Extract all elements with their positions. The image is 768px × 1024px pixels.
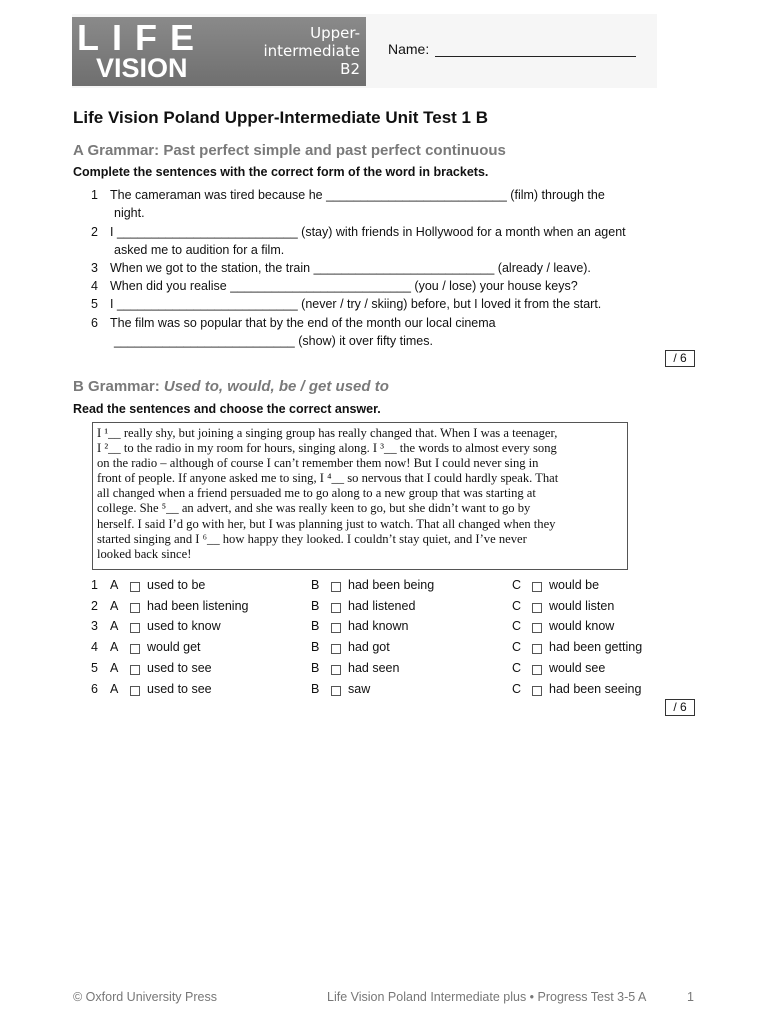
option-text: used to be <box>147 578 206 592</box>
checkbox-icon[interactable] <box>130 623 140 633</box>
checkbox-icon[interactable] <box>130 665 140 675</box>
checkbox-icon[interactable] <box>331 686 341 696</box>
passage-line: on the radio – although of course I can’t remember them now! But I could never sing in <box>97 456 539 471</box>
option-letter: A <box>110 578 119 592</box>
item-text: When did you realise __________________________ (you / lose) your house keys? <box>110 279 578 293</box>
checkbox-icon[interactable] <box>130 686 140 696</box>
level-line-1: Upper-intermediate <box>263 24 360 60</box>
option-letter: C <box>512 599 522 613</box>
passage-line: college. She ⁵__ an advert, and she was really keen to go, but she didn’t want to go by <box>97 501 531 516</box>
list-item <box>91 295 651 313</box>
section-b-score-box: / 6 <box>665 699 695 716</box>
checkbox-icon[interactable] <box>532 623 542 633</box>
passage-line: I ²__ to the radio in my room for hours, singing along. I ³__ the words to almost every song <box>97 441 557 456</box>
item-number: 6 <box>91 316 98 330</box>
passage-line: looked back since! <box>97 546 192 561</box>
option-letter: C <box>512 578 522 592</box>
option-letter: C <box>512 619 522 633</box>
item-text: When we got to the station, the train __________________________ (already / leave). <box>110 261 591 275</box>
option-text: had seen <box>348 661 400 675</box>
checkbox-icon[interactable] <box>532 582 542 592</box>
list-item <box>91 277 651 295</box>
question-row <box>91 640 671 658</box>
checkbox-icon[interactable] <box>532 686 542 696</box>
section-b-title: Used to, would, be / get used to <box>163 378 389 395</box>
level-label <box>220 24 360 78</box>
question-row <box>91 682 671 700</box>
checkbox-icon[interactable] <box>331 623 341 633</box>
section-a-prefix: A Grammar: <box>73 142 160 159</box>
option-letter: C <box>512 640 522 654</box>
option-text: would be <box>549 578 600 592</box>
option-text: used to know <box>147 619 221 633</box>
logo-vision-text: VISION <box>96 53 188 83</box>
section-b-prefix: B Grammar: <box>73 378 160 395</box>
question-number: 3 <box>91 619 98 633</box>
question-row <box>91 578 671 596</box>
option-text: had been getting <box>549 640 643 654</box>
option-text: saw <box>348 682 371 696</box>
question-row <box>91 599 671 617</box>
footer-test-name: Life Vision Poland Intermediate plus • Progress Test 3-5 A <box>327 990 647 1004</box>
list-item <box>91 314 651 350</box>
question-row <box>91 661 671 679</box>
item-number: 1 <box>91 188 98 202</box>
checkbox-icon[interactable] <box>532 644 542 654</box>
section-b-heading <box>73 378 389 395</box>
life-vision-logo <box>72 17 366 86</box>
logo-life-text: LIFE <box>77 17 207 58</box>
passage-line: all changed when a friend persuaded me to go along to a new group that was starting at <box>97 486 536 501</box>
option-text: would know <box>549 619 615 633</box>
level-line-2: B2 <box>340 60 360 78</box>
checkbox-icon[interactable] <box>331 603 341 613</box>
checkbox-icon[interactable] <box>532 603 542 613</box>
option-letter: B <box>311 599 320 613</box>
name-label: Name: <box>388 41 430 57</box>
option-letter: A <box>110 640 119 654</box>
item-text: The film was so popular that by the end of the month our local cinema <box>110 316 496 330</box>
item-number: 2 <box>91 225 98 239</box>
checkbox-icon[interactable] <box>130 603 140 613</box>
option-letter: A <box>110 661 119 675</box>
item-number: 3 <box>91 261 98 275</box>
question-number: 1 <box>91 578 98 592</box>
option-text: had known <box>348 619 409 633</box>
option-text: had been listening <box>147 599 249 613</box>
question-number: 5 <box>91 661 98 675</box>
item-text: The cameraman was tired because he __________________________ (film) through the <box>110 188 605 202</box>
option-text: had listened <box>348 599 416 613</box>
passage-line: herself. I said I’d go with her, but I was planning just to watch. That all changed when they <box>97 516 556 531</box>
page-title: Life Vision Poland Upper-Intermediate Unit Test 1 B <box>73 108 488 127</box>
checkbox-icon[interactable] <box>130 644 140 654</box>
passage-line: started singing and I ⁶__ how happy they looked. I couldn’t stay quiet, and I’ve never <box>97 531 527 546</box>
item-text-continued: asked me to audition for a film. <box>114 243 285 257</box>
passage-line: I ¹__ really shy, but joining a singing group has really changed that. When I was a teenager, <box>97 426 558 440</box>
footer-copyright: © Oxford University Press <box>73 990 217 1004</box>
option-letter: B <box>311 661 320 675</box>
option-text: used to see <box>147 661 212 675</box>
list-item <box>91 259 651 277</box>
section-a-instruction: Complete the sentences with the correct form of the word in brackets. <box>73 165 489 179</box>
checkbox-icon[interactable] <box>331 665 341 675</box>
option-text: would listen <box>549 599 615 613</box>
option-letter: B <box>311 578 320 592</box>
option-letter: C <box>512 682 522 696</box>
option-letter: B <box>311 640 320 654</box>
checkbox-icon[interactable] <box>331 582 341 592</box>
section-a-score-box: / 6 <box>665 350 695 367</box>
checkbox-icon[interactable] <box>130 582 140 592</box>
item-number: 5 <box>91 297 98 311</box>
option-letter: A <box>110 599 119 613</box>
reading-passage <box>92 422 628 570</box>
item-text-continued: night. <box>114 206 145 220</box>
question-number: 6 <box>91 682 98 696</box>
question-row <box>91 619 671 637</box>
name-field[interactable] <box>435 56 636 57</box>
footer-page-number: 1 <box>687 990 694 1004</box>
section-a-heading <box>73 142 506 159</box>
item-text: I __________________________ (stay) with friends in Hollywood for a month when an agent <box>110 225 626 239</box>
option-text: had got <box>348 640 390 654</box>
option-letter: B <box>311 619 320 633</box>
option-text: would see <box>549 661 606 675</box>
option-letter: A <box>110 619 119 633</box>
checkbox-icon[interactable] <box>532 665 542 675</box>
item-number: 4 <box>91 279 98 293</box>
section-a-title: Past perfect simple and past perfect continuous <box>163 142 506 159</box>
option-letter: C <box>512 661 522 675</box>
option-text: would get <box>147 640 201 654</box>
question-number: 4 <box>91 640 98 654</box>
item-text: I __________________________ (never / try / skiing) before, but I loved it from the start. <box>110 297 602 311</box>
question-number: 2 <box>91 599 98 613</box>
section-b-instruction: Read the sentences and choose the correct answer. <box>73 402 381 416</box>
option-letter: A <box>110 682 119 696</box>
option-letter: B <box>311 682 320 696</box>
checkbox-icon[interactable] <box>331 644 341 654</box>
item-text-continued: __________________________ (show) it over fifty times. <box>114 334 433 348</box>
option-text: used to see <box>147 682 212 696</box>
option-text: had been seeing <box>549 682 642 696</box>
list-item <box>91 223 651 259</box>
option-text: had been being <box>348 578 435 592</box>
list-item <box>91 186 651 222</box>
passage-line: front of people. If anyone asked me to sing, I ⁴__ so nervous that I could hardly speak. That <box>97 471 559 486</box>
